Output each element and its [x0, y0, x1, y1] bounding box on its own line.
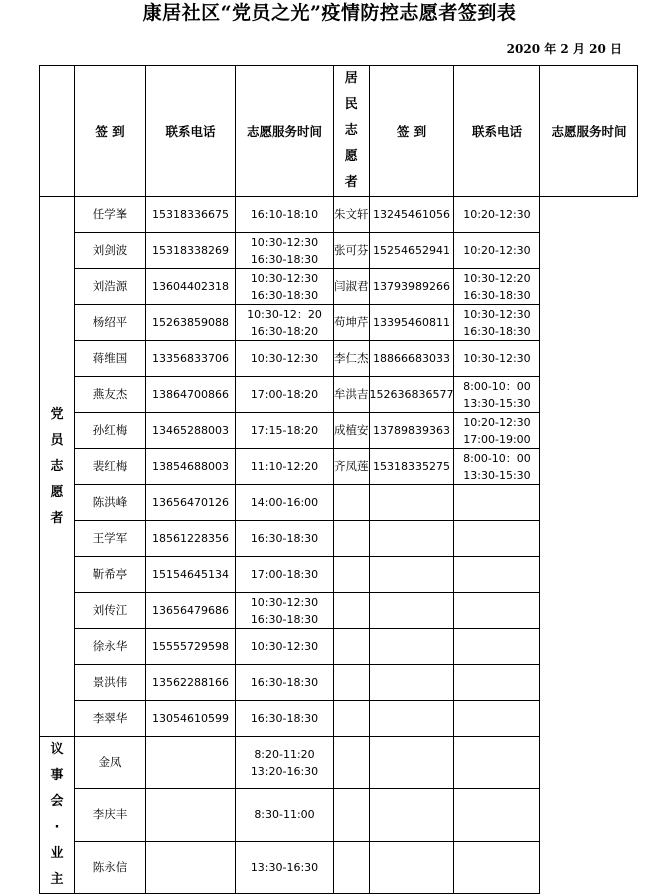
service-time	[454, 341, 540, 377]
left-time-header: 志愿服务时间	[236, 66, 334, 197]
table-row	[40, 269, 638, 305]
time-range: 17:00-19:00	[463, 432, 531, 446]
service-time	[236, 841, 334, 893]
signer-name[interactable]: 刘剑波	[75, 233, 146, 269]
table-row	[40, 377, 638, 413]
phone-number: 13604402318	[146, 269, 236, 305]
signer-name[interactable]: 牟洪吉	[334, 377, 370, 413]
time-range: 16:30-18:30	[250, 612, 319, 626]
council-category-char: 业	[50, 846, 64, 861]
residents-category-char: 愿	[344, 149, 358, 164]
signer-name[interactable]: 刘浩源	[75, 269, 146, 305]
table-row	[40, 197, 638, 233]
service-time	[454, 305, 540, 341]
left-phone-header: 联系电话	[146, 66, 236, 197]
phone-number: 13465288003	[146, 413, 236, 449]
signer-name[interactable]	[334, 701, 370, 737]
council-category-char: 主	[50, 872, 64, 887]
phone-number: 15254652941	[369, 233, 454, 269]
corner-cell	[40, 66, 75, 197]
phone-number: 13356833706	[146, 341, 236, 377]
service-time	[236, 737, 334, 789]
service-time	[236, 789, 334, 841]
service-time	[454, 449, 540, 485]
table-row	[40, 737, 638, 789]
signer-name[interactable]: 陈洪峰	[75, 485, 146, 521]
signer-name[interactable]: 金凤	[75, 737, 146, 789]
time-range: 10:30-12:30	[250, 271, 319, 285]
right-phone-header: 联系电话	[454, 66, 540, 197]
table-row	[40, 341, 638, 377]
service-time	[236, 521, 334, 557]
page-title: 康居社区“党员之光”疫情防控志愿者签到表	[142, 2, 517, 24]
party-category-char: 愿	[50, 484, 64, 500]
signer-name[interactable]: 蒋维国	[75, 341, 146, 377]
time-range: 10:30-12:30	[250, 595, 319, 609]
party-category-char: 员	[50, 432, 64, 448]
time-range: 16:30-18:30	[463, 324, 531, 338]
signer-name[interactable]: 景洪伟	[75, 665, 146, 701]
time-range: 10:30-12:30	[463, 352, 531, 365]
signer-name[interactable]: 闫淑君	[334, 269, 370, 305]
service-time	[454, 701, 540, 737]
time-range: 8:00-10：00	[463, 379, 531, 393]
phone-number: 15318336675	[146, 197, 236, 233]
phone-number	[369, 593, 454, 629]
service-time	[454, 665, 540, 701]
table-row	[40, 665, 638, 701]
signer-name[interactable]: 裴红梅	[75, 449, 146, 485]
table-row	[40, 789, 638, 841]
time-range: 16:30-18:30	[250, 252, 319, 266]
service-time	[454, 629, 540, 665]
time-range: 16:30-18:30	[250, 712, 319, 725]
right-time-header: 志愿服务时间	[540, 66, 638, 197]
council-category-char: 事	[50, 768, 64, 783]
signer-name[interactable]: 孙红梅	[75, 413, 146, 449]
phone-number: 13854688003	[146, 449, 236, 485]
time-range: 14:00-16:00	[250, 496, 319, 509]
service-time	[236, 701, 334, 737]
phone-number	[369, 841, 454, 893]
phone-number: 15555729598	[146, 629, 236, 665]
phone-number	[369, 665, 454, 701]
residents-category-char: 者	[344, 175, 358, 190]
signer-name[interactable]: 张可芬	[334, 233, 370, 269]
signer-name[interactable]: 王学军	[75, 521, 146, 557]
service-time	[236, 305, 334, 341]
time-range: 11:10-12:20	[250, 460, 319, 473]
phone-number: 13656470126	[146, 485, 236, 521]
service-time	[236, 377, 334, 413]
time-range: 16:30-18:30	[250, 288, 319, 302]
time-range: 10:30-12:30	[250, 352, 319, 365]
service-time	[454, 593, 540, 629]
service-time	[454, 377, 540, 413]
sign-in-table	[39, 65, 638, 894]
time-range: 10:30-12:20	[463, 271, 531, 285]
phone-number: 18561228356	[146, 521, 236, 557]
table-row	[40, 593, 638, 629]
phone-number: 15154645134	[146, 557, 236, 593]
phone-number	[369, 629, 454, 665]
time-range: 16:30-18:30	[463, 288, 531, 302]
signer-name[interactable]	[334, 557, 370, 593]
phone-number: 15318338269	[146, 233, 236, 269]
time-range: 17:00-18:30	[250, 568, 319, 581]
service-time	[454, 269, 540, 305]
signer-name[interactable]: 苟坤芹	[334, 305, 370, 341]
phone-number	[369, 789, 454, 841]
party-category	[40, 197, 75, 737]
left-sign-header: 签 到	[75, 66, 146, 197]
time-range: 10:30-12:30	[250, 640, 319, 653]
time-range: 16:30-18:20	[250, 324, 319, 338]
service-time	[454, 233, 540, 269]
signer-name[interactable]: 李庆丰	[75, 789, 146, 841]
table-row	[40, 233, 638, 269]
service-time	[454, 197, 540, 233]
phone-number	[146, 841, 236, 893]
signer-name[interactable]: 陈永信	[75, 841, 146, 893]
time-range: 10:20-12:30	[463, 415, 531, 429]
time-range: 16:30-18:30	[250, 676, 319, 689]
time-range: 10:30-12：20	[247, 307, 322, 321]
table-row	[40, 557, 638, 593]
service-time	[236, 269, 334, 305]
phone-number: 18866683033	[369, 341, 454, 377]
sheet-date: 2020 年 2 月 20 日	[506, 42, 622, 56]
phone-number: 13054610599	[146, 701, 236, 737]
phone-number: 13789839363	[369, 413, 454, 449]
phone-number: 15318335275	[369, 449, 454, 485]
time-range: 8:00-10：00	[463, 451, 531, 465]
phone-number	[369, 701, 454, 737]
phone-number	[369, 521, 454, 557]
signer-name[interactable]: 刘传江	[75, 593, 146, 629]
service-time	[236, 593, 334, 629]
residents-category-char: 志	[344, 123, 358, 138]
service-time	[454, 789, 540, 841]
time-range: 10:20-12:30	[463, 208, 531, 221]
service-time	[236, 341, 334, 377]
service-time	[454, 841, 540, 893]
phone-number: 152636836577	[369, 377, 454, 413]
table-row	[40, 305, 638, 341]
phone-number	[146, 737, 236, 789]
council-category	[40, 737, 75, 894]
council-category-char: 会	[50, 794, 64, 809]
signer-name[interactable]	[334, 841, 370, 893]
signer-name[interactable]: 朱文轩	[334, 197, 370, 233]
time-range: 10:30-12:30	[250, 235, 319, 249]
right-sign-header: 签 到	[369, 66, 454, 197]
time-range: 16:30-18:30	[250, 532, 319, 545]
phone-number	[369, 485, 454, 521]
council-category-char: 议	[50, 742, 64, 757]
phone-number: 13864700866	[146, 377, 236, 413]
signer-name[interactable]	[334, 593, 370, 629]
table-row	[40, 521, 638, 557]
signer-name[interactable]: 燕友杰	[75, 377, 146, 413]
residents-category-char: 民	[344, 97, 358, 112]
time-range: 13:30-16:30	[250, 860, 319, 874]
phone-number	[369, 737, 454, 789]
signer-name[interactable]	[334, 665, 370, 701]
service-time	[236, 557, 334, 593]
phone-number: 13562288166	[146, 665, 236, 701]
service-time	[454, 737, 540, 789]
party-category-char: 党	[50, 406, 64, 422]
service-time	[236, 233, 334, 269]
table-row	[40, 449, 638, 485]
signer-name[interactable]: 李翠华	[75, 701, 146, 737]
time-range: 17:00-18:20	[250, 388, 319, 401]
service-time	[454, 485, 540, 521]
table-row	[40, 629, 638, 665]
residents-category	[334, 66, 370, 197]
signer-name[interactable]	[334, 521, 370, 557]
signer-name[interactable]: 成植安	[334, 413, 370, 449]
signer-name[interactable]	[334, 629, 370, 665]
phone-number: 13793989266	[369, 269, 454, 305]
service-time	[236, 413, 334, 449]
service-time	[454, 521, 540, 557]
signer-name[interactable]	[334, 485, 370, 521]
party-category-char: 者	[50, 510, 64, 526]
phone-number: 13245461056	[369, 197, 454, 233]
signer-name[interactable]	[334, 737, 370, 789]
residents-category-char: 居	[344, 71, 358, 86]
phone-number	[146, 789, 236, 841]
service-time	[454, 557, 540, 593]
time-range: 16:10-18:10	[250, 208, 319, 221]
time-range: 10:20-12:30	[463, 244, 531, 257]
time-range: 13:30-15:30	[463, 396, 531, 410]
time-range: 8:20-11:20	[254, 747, 315, 761]
phone-number: 15263859088	[146, 305, 236, 341]
table-row	[40, 485, 638, 521]
signer-name[interactable]	[334, 789, 370, 841]
service-time	[236, 449, 334, 485]
signer-name[interactable]: 徐永华	[75, 629, 146, 665]
signer-name[interactable]: 任学峯	[75, 197, 146, 233]
time-range: 10:30-12:30	[463, 307, 531, 321]
signer-name[interactable]: 李仁杰	[334, 341, 370, 377]
time-range: 13:20-16:30	[250, 764, 319, 778]
service-time	[236, 485, 334, 521]
signer-name[interactable]: 杨绍平	[75, 305, 146, 341]
time-range: 13:30-15:30	[463, 468, 531, 482]
signer-name[interactable]: 靳希亭	[75, 557, 146, 593]
phone-number: 13656479686	[146, 593, 236, 629]
time-range: 8:30-11:00	[254, 808, 315, 822]
party-category-char: 志	[50, 458, 64, 474]
service-time	[236, 665, 334, 701]
service-time	[236, 197, 334, 233]
header-row	[40, 66, 638, 197]
service-time	[454, 413, 540, 449]
phone-number	[369, 557, 454, 593]
table-row	[40, 701, 638, 737]
table-row	[40, 413, 638, 449]
service-time	[236, 629, 334, 665]
signer-name[interactable]: 齐凤莲	[334, 449, 370, 485]
time-range: 17:15-18:20	[250, 424, 319, 437]
table-row	[40, 841, 638, 893]
council-category-char: ·	[54, 820, 60, 835]
phone-number: 13395460811	[369, 305, 454, 341]
